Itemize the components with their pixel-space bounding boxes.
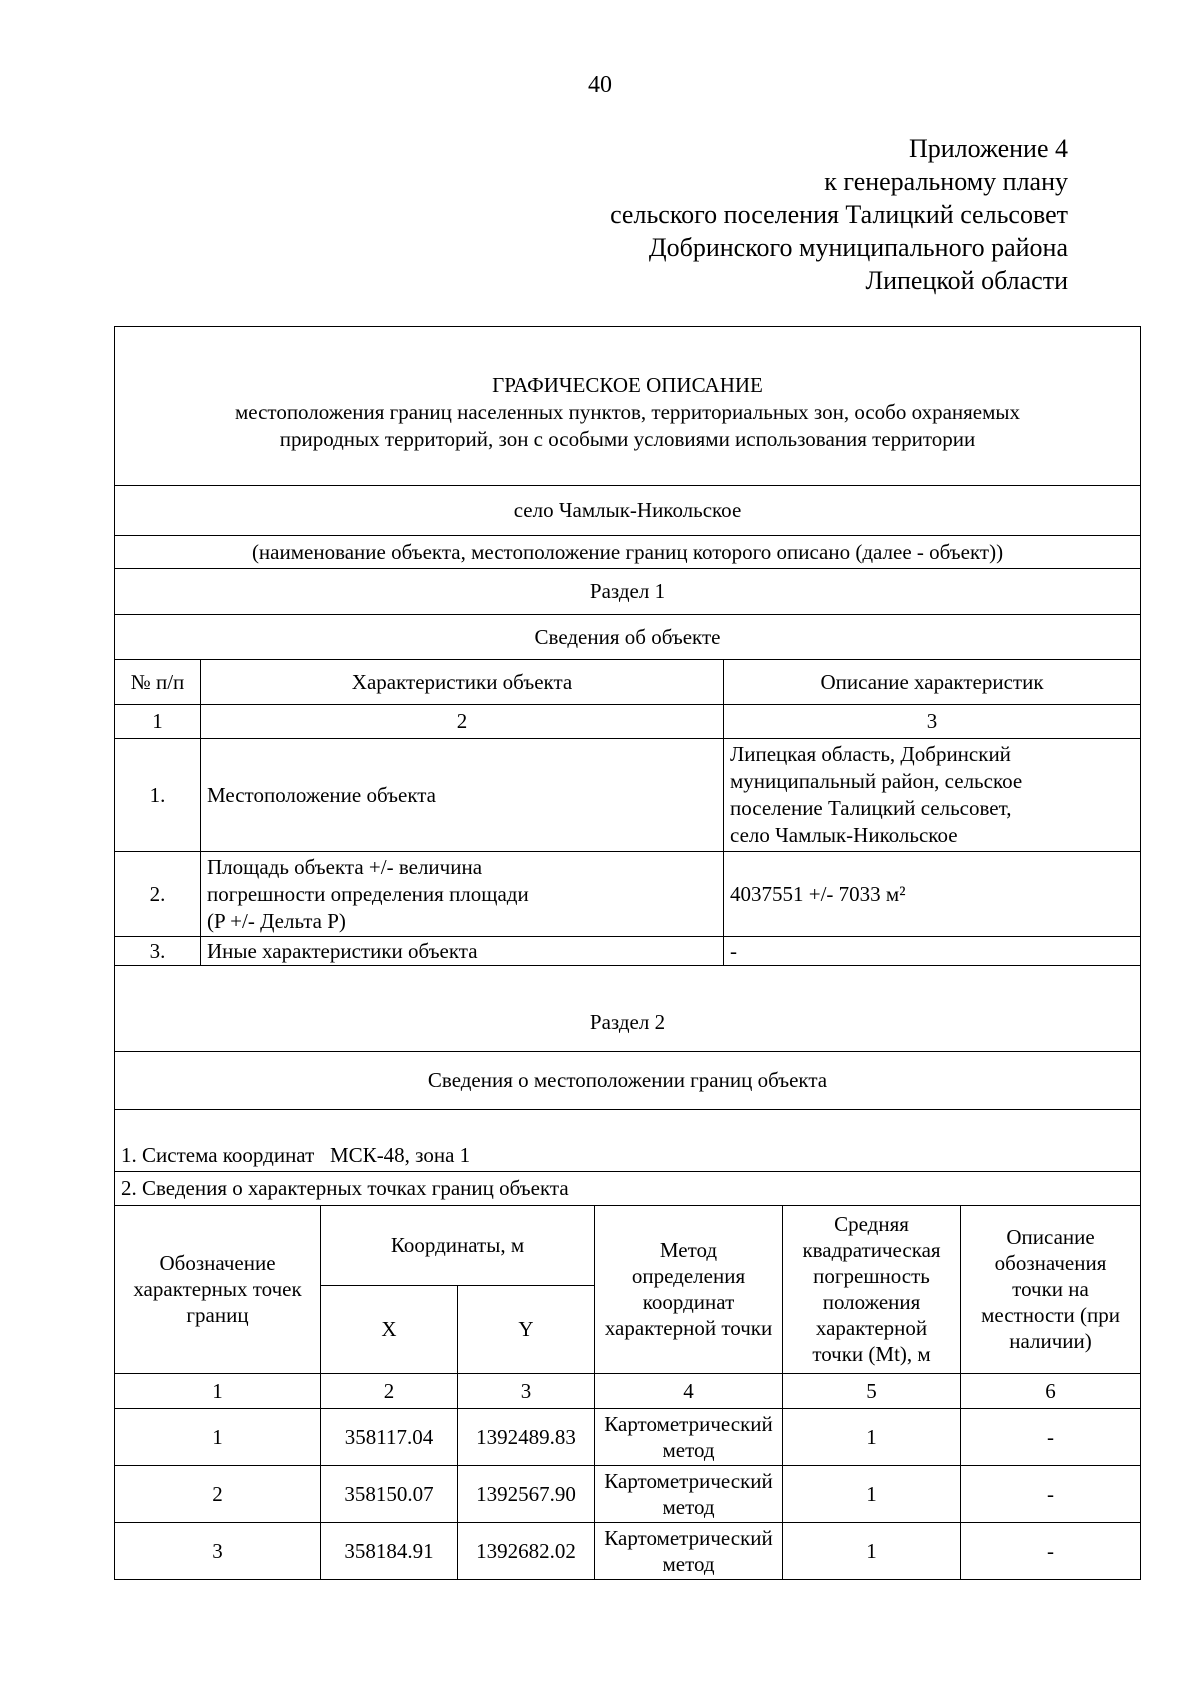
characteristic-other: Иные характеристики объекта (201, 937, 724, 966)
point-x: 358184.91 (321, 1522, 458, 1579)
description-line: село Чамлык-Никольское (730, 823, 958, 847)
row-number: 3. (115, 937, 201, 966)
page-number: 40 (588, 72, 612, 98)
column-number: 6 (961, 1373, 1141, 1408)
annex-line: Добринского муниципального района (648, 233, 1068, 262)
column-number: 1 (115, 1373, 321, 1408)
column-header-point-label: Обозначение характерных точек границ (115, 1205, 321, 1373)
column-number: 3 (458, 1373, 595, 1408)
annex-line: к генеральному плану (824, 167, 1068, 196)
point-method: Картометрический метод (595, 1465, 783, 1522)
section2-subtitle: Сведения о местоположении границ объекта (115, 1052, 1141, 1110)
point-id: 3 (115, 1522, 321, 1579)
coordinate-system (115, 1110, 1141, 1172)
point-id: 2 (115, 1465, 321, 1522)
column-header-y: Y (458, 1285, 595, 1373)
column-header-error: Средняя квадратическая погрешность положения характерной точки (Mt), м (783, 1205, 961, 1373)
column-number: 3 (724, 705, 1141, 739)
point-marking: - (961, 1465, 1141, 1522)
point-id: 1 (115, 1408, 321, 1465)
point-method: Картометрический метод (595, 1408, 783, 1465)
points-table (114, 1205, 1141, 1580)
characteristic-line: Площадь объекта +/- величина (207, 854, 483, 879)
column-number: 1 (115, 705, 201, 739)
section1-title: Раздел 1 (115, 569, 1141, 615)
point-error: 1 (783, 1465, 961, 1522)
characteristic-area (201, 852, 724, 937)
point-x: 358117.04 (321, 1408, 458, 1465)
point-y: 1392682.02 (458, 1522, 595, 1579)
row-number: 1. (115, 739, 201, 852)
characteristic-line: погрешности определения площади (207, 881, 529, 906)
column-header-characteristic: Характеристики объекта (201, 660, 724, 705)
table-row (115, 1522, 1141, 1579)
column-header-x: X (321, 1285, 458, 1373)
column-number: 5 (783, 1373, 961, 1408)
document-body (114, 326, 1140, 1580)
document-subtitle-line: природных территорий, зон с особыми условиями использования территории (279, 426, 976, 451)
point-y: 1392567.90 (458, 1465, 595, 1522)
column-header-description: Описание характеристик (724, 660, 1141, 705)
description-location (724, 739, 1141, 852)
description-area: 4037551 +/- 7033 м² (724, 852, 1141, 937)
point-error: 1 (783, 1408, 961, 1465)
description-line: муниципальный район, сельское (730, 769, 1023, 793)
characteristic-location: Местоположение объекта (201, 739, 724, 852)
description-other: - (724, 937, 1141, 966)
object-name: село Чамлык-Никольское (115, 486, 1141, 536)
column-header-number: № п/п (115, 660, 201, 705)
section1-table (114, 326, 1141, 1206)
column-header-marking: Описание обозначения точки на местности (при наличии) (961, 1205, 1141, 1373)
object-name-caption: (наименование объекта, местоположение границ которого описано (далее - объект)) (115, 536, 1141, 569)
row-number: 2. (115, 852, 201, 937)
column-number: 4 (595, 1373, 783, 1408)
annex-line: сельского поселения Талицкий сельсовет (610, 200, 1068, 229)
description-line: поселение Талицкий сельсовет, (730, 796, 1012, 820)
table-row (115, 1465, 1141, 1522)
document-title-block (115, 327, 1141, 486)
points-caption: 2. Сведения о характерных точках границ объекта (115, 1172, 1141, 1206)
point-x: 358150.07 (321, 1465, 458, 1522)
point-marking: - (961, 1522, 1141, 1579)
document-subtitle-line: местоположения границ населенных пунктов, территориальных зон, особо охраняемых (234, 399, 1021, 424)
point-marking: - (961, 1408, 1141, 1465)
characteristic-line: (P +/- Дельта P) (207, 908, 346, 933)
column-number: 2 (321, 1373, 458, 1408)
document-title: ГРАФИЧЕСКОЕ ОПИСАНИЕ (492, 372, 763, 397)
point-y: 1392489.83 (458, 1408, 595, 1465)
column-header-method: Метод определения координат характерной точки (595, 1205, 783, 1373)
table-row (115, 1408, 1141, 1465)
annex-line: Приложение 4 (908, 134, 1068, 163)
section1-subtitle: Сведения об объекте (115, 615, 1141, 660)
section2-title: Раздел 2 (115, 966, 1141, 1052)
point-error: 1 (783, 1522, 961, 1579)
annex-block (610, 132, 1068, 297)
column-header-coordinates: Координаты, м (321, 1205, 595, 1285)
description-line: Липецкая область, Добринский (730, 742, 1011, 766)
column-number: 2 (201, 705, 724, 739)
point-method: Картометрический метод (595, 1522, 783, 1579)
annex-line: Липецкой области (865, 266, 1068, 295)
coordinate-system-text: 1. Система координат МСК-48, зона 1 (121, 1143, 471, 1167)
